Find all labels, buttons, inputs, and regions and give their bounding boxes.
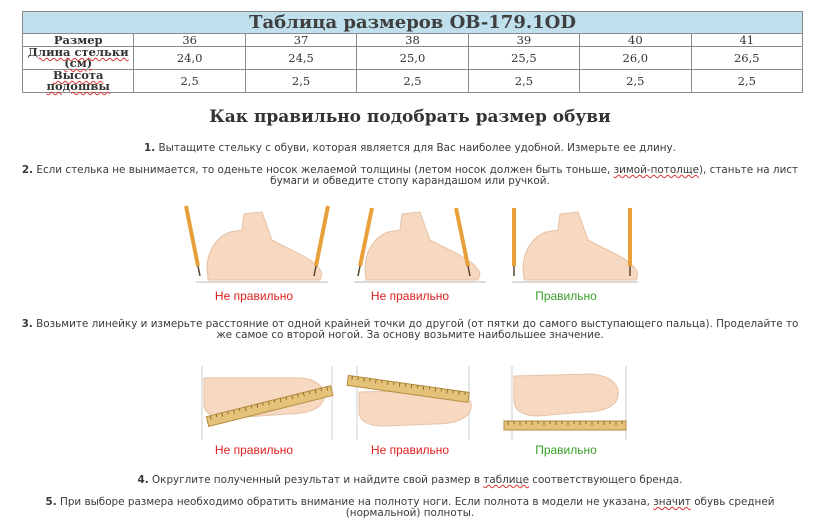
row-label bbox=[23, 47, 134, 70]
table-cell: 2,5 bbox=[691, 70, 802, 93]
step-text: ), станьте на лист bbox=[699, 164, 799, 176]
step-number: 4. bbox=[137, 474, 149, 486]
table-cell: 2,5 bbox=[134, 70, 245, 93]
table-row-sole bbox=[23, 70, 803, 93]
table-cell: 36 bbox=[134, 34, 245, 47]
table-cell: 26,0 bbox=[580, 47, 691, 70]
caption-wrong: Не правильно bbox=[214, 289, 294, 303]
step-text-misspelled: зимой-потолще bbox=[613, 164, 699, 176]
step-number: 3. bbox=[21, 318, 33, 330]
step-text: Если стелька не вынимается, то оденьте носок желаемой толщины (летом носок должен быть тоньше, bbox=[36, 164, 611, 176]
ruler-measure-figure bbox=[192, 364, 642, 444]
table-cell: 39 bbox=[468, 34, 579, 47]
foot-tracing-correct bbox=[512, 208, 638, 282]
pencil-icon bbox=[314, 206, 328, 276]
pencil-icon bbox=[186, 206, 200, 276]
guide-heading: Как правильно подобрать размер обуви bbox=[209, 107, 611, 127]
table-row-size bbox=[23, 34, 803, 47]
step-4 bbox=[0, 475, 820, 486]
foot-tracing-wrong-1 bbox=[186, 206, 328, 282]
table-cell: 24,5 bbox=[245, 47, 356, 70]
row-label bbox=[23, 70, 134, 93]
table-cell: 2,5 bbox=[245, 70, 356, 93]
caption-correct: Правильно bbox=[535, 289, 597, 303]
table-cell: 25,5 bbox=[468, 47, 579, 70]
step-text: Вытащите стельку с обуви, которая является для Вас наиболее удобной. Измерьте ее длину. bbox=[158, 142, 676, 154]
table-cell: 37 bbox=[245, 34, 356, 47]
table-cell: 2,5 bbox=[468, 70, 579, 93]
table-cell: 2,5 bbox=[357, 70, 468, 93]
row-label-text: Высота подошвы bbox=[46, 68, 110, 93]
step-number: 2. bbox=[21, 164, 34, 176]
step-number: 5. bbox=[45, 496, 57, 508]
table-cell: 40 bbox=[580, 34, 691, 47]
step-text: же самое со второй ногой. За основу возьмите наибольшее значение. bbox=[216, 329, 604, 341]
table-cell: 38 bbox=[357, 34, 468, 47]
table-cell: 24,0 bbox=[134, 47, 245, 70]
step-text: (нормальной) полноты. bbox=[345, 507, 475, 519]
step-text: При выборе размера необходимо обратить внимание на полноту ноги. Если полнота в модели не указана, bbox=[60, 496, 650, 508]
table-title: Таблица размеров OB-179.1OD bbox=[23, 12, 803, 34]
table-cell: 25,0 bbox=[357, 47, 468, 70]
ruler-measure-correct bbox=[504, 366, 626, 440]
foot-tracing-wrong-2 bbox=[354, 208, 486, 282]
caption-wrong: Не правильно bbox=[370, 443, 450, 457]
table-cell: 2,5 bbox=[580, 70, 691, 93]
step-text: соответствующего бренда. bbox=[532, 474, 683, 486]
table-row-length bbox=[23, 47, 803, 70]
table-cell: 41 bbox=[691, 34, 802, 47]
ruler-measure-wrong-2 bbox=[347, 366, 471, 440]
table-cell: 26,5 bbox=[691, 47, 802, 70]
step-number: 1. bbox=[144, 142, 156, 154]
step-1 bbox=[0, 143, 820, 154]
step-5 bbox=[0, 497, 820, 519]
step-text-misspelled: таблице bbox=[483, 474, 529, 486]
step-text: обувь средней bbox=[694, 496, 775, 508]
caption-wrong: Не правильно bbox=[214, 443, 294, 457]
foot-tracing-figure bbox=[178, 200, 638, 290]
ruler-measure-wrong-1 bbox=[202, 366, 333, 440]
caption-correct: Правильно bbox=[535, 443, 597, 457]
size-table bbox=[22, 11, 803, 93]
step-text: бумаги и обведите стопу карандашом или ручкой. bbox=[270, 175, 550, 187]
step-text-misspelled: значит bbox=[653, 496, 691, 508]
step-text: Возьмите линейку и измерьте расстояние от одной крайней точки до другой (от пятки до самого выступающего пальца). Проделайте то bbox=[36, 318, 799, 330]
ruler-icon bbox=[504, 421, 626, 430]
step-2 bbox=[0, 165, 820, 187]
step-3 bbox=[0, 319, 820, 341]
caption-wrong: Не правильно bbox=[370, 289, 450, 303]
step-text: Округлите полученный результат и найдите свой размер в bbox=[152, 474, 480, 486]
row-label-text: Длина стельки (см) bbox=[27, 45, 129, 70]
row-label: Размер bbox=[23, 34, 134, 47]
